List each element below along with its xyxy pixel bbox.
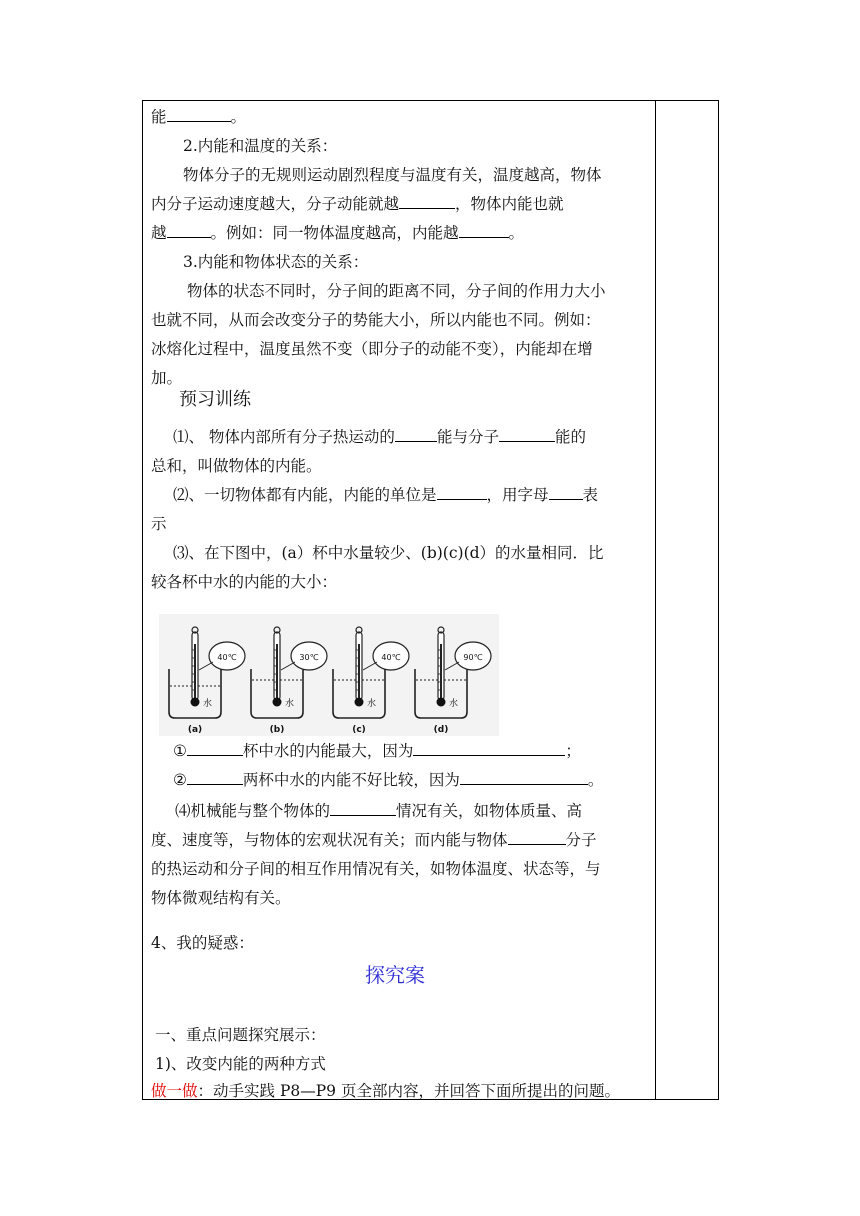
text: 情况有关，如物体质量、高 xyxy=(396,802,583,820)
water-label: 水 xyxy=(367,699,377,709)
text: 。 xyxy=(587,771,604,789)
q2-line2: 示 xyxy=(151,515,167,533)
text: 。 xyxy=(230,108,247,126)
item3-line2: 也就不同，从而会改变分子的势能大小，所以内能也不同。例如： xyxy=(151,311,601,329)
q4-line4: 物体微观结构有关。 xyxy=(151,889,291,907)
item3-line3: 冰熔化过程中，温度虽然不变（即分子的动能不变），内能却在增 xyxy=(151,340,593,358)
cup-label: (a) xyxy=(187,725,203,735)
item2-line2 xyxy=(151,190,564,219)
answer-blank[interactable] xyxy=(508,826,566,845)
do-label: 做一做 xyxy=(151,1082,198,1100)
temperature-label: 40℃ xyxy=(217,653,237,662)
answer-blank[interactable] xyxy=(413,737,565,756)
text: ⑷机械能与整个物体的 xyxy=(175,802,331,820)
q4-line3: 的热运动和分子间的相互作用情况有关，如物体温度、状态等，与 xyxy=(151,860,601,878)
item3-line1: 物体的状态不同时，分子间的距离不同，分子间的作用力大小 xyxy=(187,282,606,300)
temperature-label: 90℃ xyxy=(463,653,483,662)
item2-line3 xyxy=(151,219,524,248)
text: 能 xyxy=(151,108,167,126)
answer-blank[interactable] xyxy=(460,766,588,785)
answer-blank[interactable] xyxy=(395,423,437,442)
water-label: 水 xyxy=(203,699,213,709)
worksheet-table xyxy=(142,100,719,1100)
text: 越 xyxy=(151,224,167,242)
water-label: 水 xyxy=(285,699,295,709)
text: ，物体内能也就 xyxy=(455,195,564,213)
q2-line1 xyxy=(173,481,598,510)
temperature-label: 40℃ xyxy=(381,653,401,662)
q3-line2: 较各杯中水的内能的大小： xyxy=(151,573,338,591)
answer2-line xyxy=(173,766,603,795)
circle-number: ① xyxy=(173,742,187,760)
answer-blank[interactable] xyxy=(437,481,487,500)
doubt-line: 4、我的疑惑： xyxy=(151,934,254,952)
q4-line2 xyxy=(151,826,597,855)
line-1 xyxy=(151,103,246,132)
answer-blank[interactable] xyxy=(330,797,396,816)
text: 度、速度等，与物体的宏观状况有关；而内能与物体 xyxy=(151,831,508,849)
text: ； xyxy=(565,742,581,760)
water-label: 水 xyxy=(449,699,459,709)
cup-label: (d) xyxy=(433,725,449,735)
do-line xyxy=(151,1077,620,1106)
item3-line4: 加。 xyxy=(151,369,183,387)
text: 杯中水的内能最大，因为 xyxy=(242,742,414,760)
text: ⑵、一切物体都有内能，内能的单位是 xyxy=(173,486,437,504)
answer-blank[interactable] xyxy=(399,190,455,209)
cup-label: (c) xyxy=(352,725,366,735)
thermometer-bulb xyxy=(273,698,282,707)
temperature-label: 30℃ xyxy=(299,653,319,662)
answer-blank[interactable] xyxy=(459,219,509,238)
answer-blank[interactable] xyxy=(167,219,211,238)
explore-title: 探究案 xyxy=(365,963,425,987)
item2-line1: 物体分子的无规则运动剧烈程度与温度有关，温度越高，物体 xyxy=(183,166,602,184)
text: 能与分子 xyxy=(436,428,499,446)
text: 能的 xyxy=(554,428,586,446)
column-divider xyxy=(655,101,656,1099)
q3-line1: ⑶、在下图中，(a）杯中水量较少、(b)(c)(d）的水量相同．比 xyxy=(173,544,604,562)
item3-title: 3.内能和物体状态的关系： xyxy=(183,253,369,271)
answer-blank[interactable] xyxy=(499,423,555,442)
text: ，用字母 xyxy=(486,486,549,504)
q1-line1 xyxy=(173,423,586,452)
thermometer-bulb xyxy=(437,698,446,707)
text: ：动手实践 P8—P9 页全部内容，并回答下面所提出的问题。 xyxy=(197,1082,620,1100)
explore-item2: 1)、改变内能的两种方式 xyxy=(155,1055,326,1073)
text: 表 xyxy=(582,486,599,504)
thermometer-bulb xyxy=(355,698,364,707)
text: ⑴、 物体内部所有分子热运动的 xyxy=(173,428,395,446)
text: 两杯中水的内能不好比较，因为 xyxy=(242,771,460,789)
answer-blank[interactable] xyxy=(187,737,243,756)
answer1-line xyxy=(173,737,581,766)
q4-line1 xyxy=(175,797,582,826)
item2-title: 2.内能和温度的关系： xyxy=(183,137,338,155)
preview-heading: 预习训练 xyxy=(179,389,251,410)
circle-number: ② xyxy=(173,771,187,789)
text: 。 xyxy=(508,224,525,242)
q1-line2: 总和，叫做物体的内能。 xyxy=(151,457,322,475)
explore-item1: 一、重点问题探究展示： xyxy=(155,1026,326,1044)
thermometer-bulb xyxy=(191,698,200,707)
text: 内分子运动速度越大，分子动能就越 xyxy=(151,195,400,213)
cup-label: (b) xyxy=(269,725,285,735)
cups-figure xyxy=(159,614,499,736)
answer-blank[interactable] xyxy=(167,103,231,122)
text: 。例如：同一物体温度越高，内能越 xyxy=(210,224,459,242)
text: 分子 xyxy=(565,831,597,849)
answer-blank[interactable] xyxy=(187,766,243,785)
answer-blank[interactable] xyxy=(549,481,583,500)
